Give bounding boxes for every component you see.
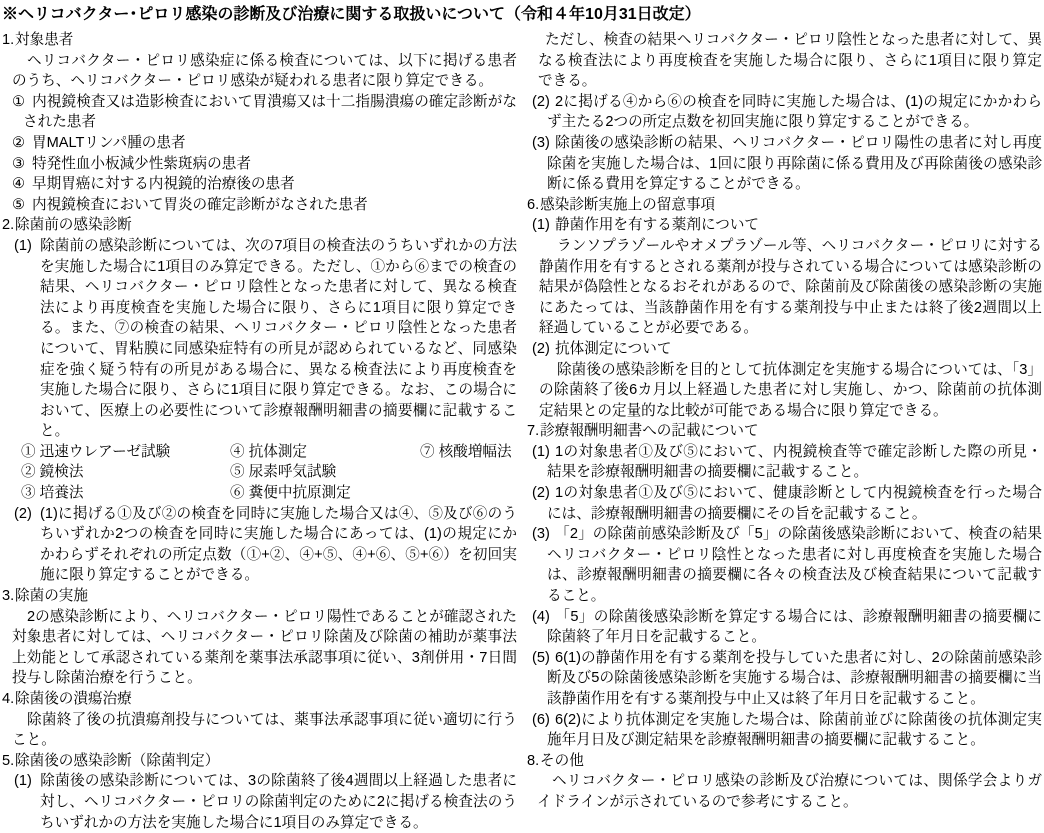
item-label: (1) — [14, 237, 32, 254]
test-method-row — [21, 442, 517, 463]
document-title: ※ヘリコバクター･ピロリ感染の診断及び治療に関する取扱いについて（令和４年10月31日改定） — [2, 6, 701, 23]
item-label: 8. — [527, 752, 540, 769]
list-item-numbered — [527, 648, 1042, 710]
list-item-numbered — [527, 483, 1042, 524]
list-item-numbered — [527, 442, 1042, 483]
item-text: 感染診断実施上の留意事項 — [540, 196, 716, 213]
section-heading — [2, 751, 517, 772]
section-heading — [527, 195, 1042, 216]
item-text: (1)に掲げる①及び②の検査を同時に実施した場合又は④、⑤及び⑥のうちいずれか2つの検査を同時に実施した場合にあっては、(1)の規定にかかわらずそれぞれの所定点数（①+②、④+⑤、④+⑥、⑤+⑥）を初回実施に限り算定することができる。 — [40, 505, 517, 584]
section-heading — [527, 751, 1042, 772]
item-text: 除菌後の潰瘍治療 — [15, 691, 132, 707]
test-method: ③ 培養法 — [21, 485, 84, 502]
list-item-numbered — [2, 504, 517, 586]
document-columns — [2, 30, 1042, 833]
item-text: 除菌前の感染診断については、次の7項目の検査法のうちいずれかの方法を実施した場合に1項目のみ算定できる。ただし、①から⑥までの検査の結果、ヘリコバクター・ピロリ陰性となった患者に対して、異なる検査法により再度検査を実施した場合に限り、さらに1項目に限り算定できる。また、⑦の検査の結果、ヘリコバクター・ピロリ陰性となった患者について、胃粘膜に同感染症特有の所見が認められているなど、同感染症を強く疑う特有の所見がある場合に、異なる検査法により再度検査を実施した場合に限り、さらに1項目に限り算定できる。なお、この場合において、医療上の必要性について診療報酬明細書の摘要欄に記載すること。 — [40, 237, 517, 440]
paragraph: ヘリコバクター・ピロリ感染症に係る検査については、以下に掲げる患者のうち、ヘリコバクター・ピロリ感染が疑われる患者に限り算定できる。 — [12, 52, 517, 90]
item-label: ② — [12, 134, 26, 151]
item-label: (2) — [14, 505, 32, 522]
item-text: 除菌後の感染診断の結果、ヘリコバクター・ピロリ陽性の患者に対し再度除菌を実施した場合は、1回に限り再除菌に係る費用及び再除菌後の感染診断に係る費用を算定することができる。 — [547, 134, 1042, 193]
item-text: 2に掲げる④から⑥の検査を同時に実施した場合は、(1)の規定にかかわらず主たる2つの所定点数を初回実施に限り算定することができる。 — [547, 93, 1042, 131]
section-heading — [527, 421, 1042, 442]
list-item-numbered — [527, 710, 1042, 751]
item-text: 静菌作用を有する薬剤について — [555, 217, 760, 234]
paragraph: 除菌終了後の抗潰瘍剤投与については、薬事法承認事項に従い適切に行うこと。 — [12, 711, 517, 749]
column-left — [2, 30, 517, 833]
item-label: ① — [12, 93, 26, 110]
item-label: 3. — [2, 588, 15, 605]
section-heading — [2, 30, 517, 51]
list-item-circled — [2, 154, 517, 175]
item-text: 1の対象患者①及び⑤において、内視鏡検査等で確定診断した際の所見・結果を診療報酬明細書の摘要欄に記載すること。 — [547, 443, 1042, 481]
item-label: (3) — [532, 526, 550, 543]
item-text: 「5」の除菌後感染診断を算定する場合には、診療報酬明細書の摘要欄に除菌終了年月日を記載すること。 — [547, 608, 1042, 646]
list-item-circled — [2, 174, 517, 195]
item-text: 除菌後の感染診断（除菌判定） — [15, 752, 220, 769]
item-label: (2) — [532, 485, 550, 502]
item-text: 6(1)の静菌作用を有する薬剤を投与していた患者に対し、2の除菌前感染診断及び5の除菌後感染診断を実施する場合は、診療報酬明細書の摘要欄に当該静菌作用を有する薬剤投与中止又は終了年月日を記載すること。 — [547, 649, 1042, 707]
item-text: 除菌の実施 — [15, 588, 88, 605]
test-method: ② 鏡検法 — [21, 464, 84, 481]
paragraph-continuation: ただし、検査の結果ヘリコバクター・ピロリ陰性となった患者に対して、異なる検査法により再度検査を実施した場合に限り、さらに1項目に限り算定できる。 — [538, 32, 1042, 90]
item-label: 2. — [2, 217, 15, 234]
test-method: ⑥ 糞便中抗原測定 — [230, 485, 351, 502]
item-text: 診療報酬明細書への記載について — [540, 423, 759, 440]
test-method-row — [21, 462, 517, 483]
paragraph: 2の感染診断により、ヘリコバクター・ピロリ陽性であることが確認された対象患者に対しては、ヘリコバクター・ピロリ除菌及び除菌の補助が薬事法上効能として承認されている薬剤を薬事法承認事項に従い、3剤併用・7日間投与し除菌治療を行うこと。 — [12, 608, 517, 687]
item-label: (2) — [532, 93, 550, 110]
item-label: 5. — [2, 752, 15, 769]
item-label: (3) — [532, 134, 550, 151]
item-label: (6) — [532, 711, 550, 728]
list-item-numbered — [527, 524, 1042, 606]
note-paragraph: 除菌後の感染診断を目的として抗体測定を実施する場合については、「3」の除菌終了後6カ月以上経過した患者に対し実施し、かつ、除菌前の抗体測定結果との定量的な比較が可能である場合に限り算定できる。 — [539, 361, 1042, 419]
test-method: ⑦ 核酸増幅法 — [420, 443, 512, 460]
test-method-list — [2, 442, 517, 504]
list-item-numbered — [2, 236, 517, 442]
item-text: 内視鏡検査において胃炎の確定診断がなされた患者 — [32, 196, 368, 213]
item-text: その他 — [540, 752, 584, 769]
list-item-circled — [2, 195, 517, 216]
section-heading — [2, 586, 517, 607]
section-heading — [2, 215, 517, 236]
item-label: ④ — [12, 176, 26, 193]
list-item-numbered — [527, 339, 1042, 360]
list-item-numbered — [527, 92, 1042, 133]
item-label: 6. — [527, 196, 540, 213]
test-method: ① 迅速ウレアーゼ試験 — [21, 443, 171, 460]
item-label: 4. — [2, 691, 15, 707]
paragraph: ヘリコバクター・ピロリ感染の診断及び治療については、関係学会よりガイドラインが示されているので参考にすること。 — [537, 773, 1042, 810]
list-item-numbered — [2, 771, 517, 833]
item-text: 6(2)により抗体測定を実施した場合は、除菌前並びに除菌後の抗体測定実施年月日及び測定結果を診療報酬明細書の摘要欄に記載すること。 — [547, 711, 1042, 749]
item-text: 胃MALTリンパ腫の患者 — [32, 134, 186, 151]
item-text: 対象患者 — [15, 32, 74, 48]
item-text: 除菌後の感染診断については、3の除菌終了後4週間以上経過した患者に対し、ヘリコバクター・ピロリの除菌判定のために2に掲げる検査法のうちいずれかの方法を実施した場合に1項目のみ算定できる。 — [40, 773, 517, 831]
item-text: 内視鏡検査又は造影検査において胃潰瘍又は十二指腸潰瘍の確定診断がなされた患者 — [23, 93, 517, 131]
item-label: (2) — [532, 340, 550, 357]
item-label: (5) — [532, 649, 550, 666]
item-label: 7. — [527, 423, 540, 440]
list-item-circled — [2, 92, 517, 133]
note-paragraph: ランソプラゾールやオメプラゾール等、ヘリコバクター・ピロリに対する静菌作用を有するとされる薬剤が投与されている場合については感染診断の結果が偽陰性となるおそれがあるので、除菌前及び除菌後の感染診断の実施にあたっては、当該静菌作用を有する薬剤投与中止または終了後2週間以上経過していることが必要である。 — [539, 237, 1042, 337]
item-text: 特発性血小板減少性紫斑病の患者 — [32, 155, 251, 172]
list-item-numbered — [527, 215, 1042, 236]
item-label: ⑤ — [12, 196, 26, 213]
list-item-numbered — [527, 133, 1042, 195]
column-right — [527, 30, 1042, 833]
item-label: (1) — [532, 443, 550, 460]
item-label: (4) — [532, 608, 550, 625]
item-text: 1の対象患者①及び⑤において、健康診断として内視鏡検査を行った場合には、診療報酬明細書の摘要欄にその旨を記載すること。 — [547, 485, 1042, 522]
list-item-circled — [2, 133, 517, 154]
item-text: 早期胃癌に対する内視鏡的治療後の患者 — [32, 176, 295, 193]
test-method: ④ 抗体測定 — [230, 443, 308, 460]
item-label: 1. — [2, 32, 15, 48]
item-label: (1) — [14, 773, 32, 790]
item-text: 除菌前の感染診断 — [15, 217, 132, 234]
test-method: ⑤ 尿素呼気試験 — [230, 464, 337, 481]
section-heading — [2, 689, 517, 710]
test-method-row — [21, 483, 517, 504]
item-text: 「2」の除菌前感染診断及び「5」の除菌後感染診断において、検査の結果ヘリコバクター・ピロリ陰性となった患者に対し再度検査を実施した場合は、診療報酬明細書の摘要欄に各々の検査法及び検査結果について記載すること。 — [547, 526, 1042, 605]
list-item-numbered — [527, 607, 1042, 648]
item-label: ③ — [12, 155, 26, 172]
item-text: 抗体測定について — [555, 340, 672, 357]
item-label: (1) — [532, 217, 550, 234]
